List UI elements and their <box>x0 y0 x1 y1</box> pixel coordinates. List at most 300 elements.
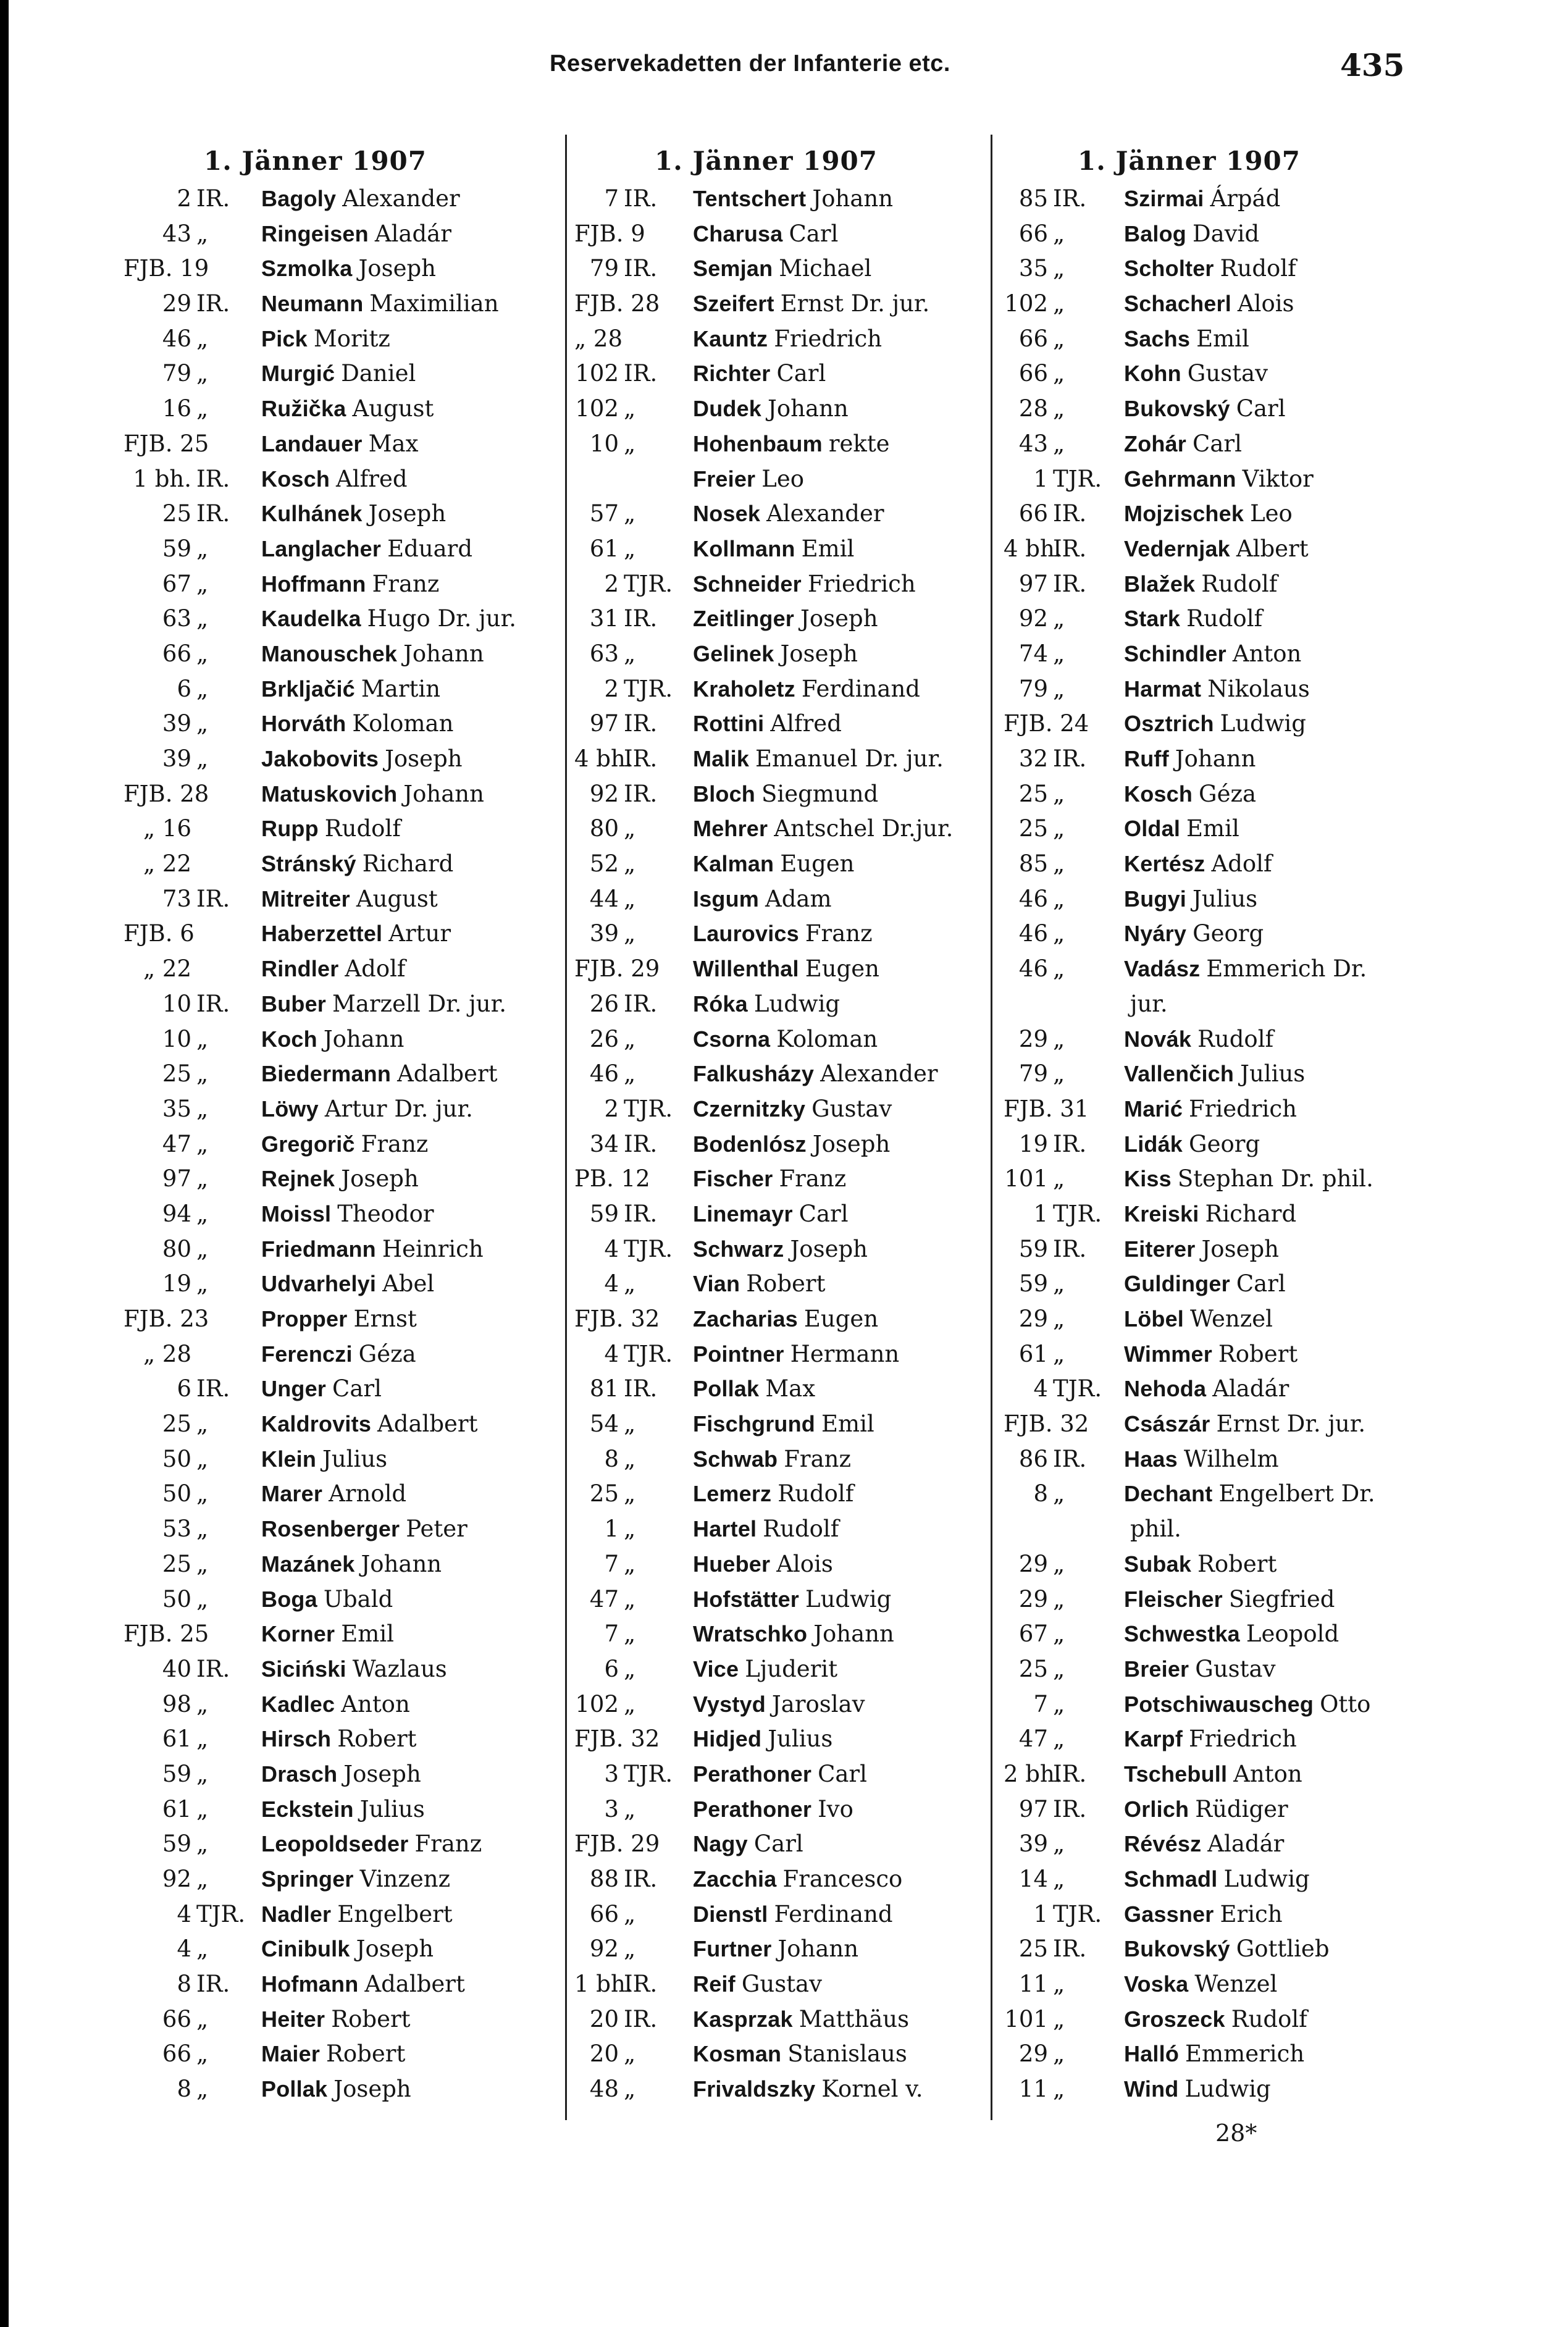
surname: Ferenczi <box>261 1341 353 1367</box>
roster-entry <box>124 742 556 777</box>
unit-type: TJR. <box>624 1095 673 1122</box>
given-name: Joseph <box>385 745 463 772</box>
surname: Boga <box>261 1586 317 1612</box>
unit-type: „ <box>1053 1655 1065 1682</box>
unit-type: „ <box>1053 2040 1065 2068</box>
given-name: Joseph <box>343 1760 421 1787</box>
given-name: Heinrich <box>382 1235 484 1262</box>
surname: Bagoly <box>261 186 337 211</box>
surname: Leopoldseder <box>261 1831 409 1857</box>
roster-list <box>574 182 988 2107</box>
regiment-number: 61 <box>589 535 619 562</box>
given-name: Ludwig <box>1184 2076 1271 2103</box>
regiment-number: 102 <box>575 360 619 387</box>
regiment-number: 29 <box>162 290 191 317</box>
surname: Zeitlinger <box>693 606 795 632</box>
unit-type: IR. <box>196 1971 230 1998</box>
scan-border <box>0 0 9 2327</box>
unit-type: „ <box>624 815 636 842</box>
unit-type: „ <box>196 710 209 737</box>
given-name: Jaroslav <box>771 1690 865 1717</box>
unit-type: „ <box>1053 1971 1065 1998</box>
given-name: Wazlaus <box>352 1655 447 1682</box>
surname: Unger <box>261 1376 327 1402</box>
roster-entry <box>1004 567 1436 602</box>
surname: Kaldrovits <box>261 1411 372 1437</box>
roster-entry <box>124 1197 556 1232</box>
roster-entry <box>124 987 556 1022</box>
surname: Schwestka <box>1124 1621 1240 1647</box>
roster-entry <box>1004 602 1436 637</box>
given-name: Alois <box>776 1550 833 1577</box>
unit-type: „ <box>624 1270 636 1298</box>
regiment-number: 92 <box>589 780 619 807</box>
surname: Ruff <box>1124 746 1169 771</box>
given-name: Johann <box>403 640 484 667</box>
regiment-number: 25 <box>162 1411 191 1438</box>
regiment-number: 80 <box>589 815 619 842</box>
roster-list <box>1004 182 1436 2107</box>
unit-type: TJR. <box>624 1235 673 1262</box>
roster-entry <box>124 916 556 952</box>
unit-type: TJR. <box>624 1340 673 1367</box>
regiment-number: 97 <box>1018 570 1048 597</box>
regiment-number: „ 22 <box>143 850 191 878</box>
roster-entry <box>124 1372 556 1407</box>
surname: Mitreiter <box>261 886 350 912</box>
regiment-number: 2 <box>177 185 191 212</box>
unit-type: IR. <box>196 885 230 912</box>
given-name: Marzell Dr. jur. <box>332 990 506 1017</box>
regiment-number: 39 <box>589 920 619 947</box>
unit-type: TJR. <box>624 1760 673 1787</box>
surname: Jakobovits <box>261 746 379 771</box>
unit-type: „ <box>196 1480 209 1507</box>
given-name: Alexander <box>766 500 884 527</box>
given-name: Theodor <box>337 1200 434 1227</box>
roster-entry <box>574 251 988 287</box>
unit-type: „ <box>196 1760 209 1787</box>
given-name: Johann <box>403 780 484 807</box>
surname: Wind <box>1124 2076 1179 2102</box>
unit-type: IR. <box>196 465 230 492</box>
roster-entry <box>1004 811 1436 847</box>
surname: Fischer <box>693 1166 773 1192</box>
regiment-number: 85 <box>1018 185 1048 212</box>
given-name: Engelbert <box>337 1900 453 1927</box>
regiment-number: 43 <box>162 220 191 247</box>
surname: Oldal <box>1124 816 1181 842</box>
unit-type: IR. <box>1053 1795 1087 1822</box>
given-name: Koloman <box>352 710 454 737</box>
unit-type: IR. <box>624 1971 658 1998</box>
given-name: Viktor <box>1242 465 1314 492</box>
given-name: Franz <box>361 1130 429 1157</box>
surname: Ružička <box>261 396 346 422</box>
unit-type: „ <box>196 360 209 387</box>
roster-entry <box>1004 1862 1436 1897</box>
surname: Bugyi <box>1124 886 1187 912</box>
surname: Maier <box>261 2041 321 2067</box>
unit-type: IR. <box>624 990 658 1017</box>
given-name: Maximilian <box>369 290 499 317</box>
unit-type: IR. <box>624 710 658 737</box>
given-name: Carl <box>1236 1270 1286 1298</box>
roster-entry <box>1004 847 1436 882</box>
surname: Schacherl <box>1124 291 1231 317</box>
roster-entry <box>574 392 988 427</box>
surname: Willenthal <box>693 956 799 982</box>
roster-entry <box>574 987 988 1022</box>
surname: Reif <box>693 1971 736 1997</box>
roster-entry <box>124 1897 556 1932</box>
surname: Horváth <box>261 711 346 737</box>
surname: Schneider <box>693 571 802 597</box>
surname: Wratschko <box>693 1621 808 1647</box>
roster-entry <box>124 1582 556 1617</box>
roster-entry <box>1004 1232 1436 1267</box>
roster-entry <box>124 2002 556 2037</box>
surname: Tentschert <box>693 186 807 211</box>
roster-entry <box>124 1232 556 1267</box>
unit-type: „ <box>1053 815 1065 842</box>
surname: Hirsch <box>261 1726 332 1752</box>
given-name: Artur <box>388 920 451 947</box>
roster-entry <box>1004 952 1436 987</box>
given-name: Siegmund <box>761 780 879 807</box>
roster-entry <box>574 427 988 462</box>
regiment-number: 11 <box>1018 2076 1048 2103</box>
unit-type: „ <box>196 395 209 422</box>
given-name: Stephan Dr. phil. <box>1177 1165 1373 1193</box>
unit-type: IR. <box>624 360 658 387</box>
surname: Semjan <box>693 256 773 282</box>
roster-entry <box>574 182 988 217</box>
unit-type: „ <box>196 1200 209 1227</box>
unit-type: IR. <box>624 185 658 212</box>
regiment-number: 66 <box>162 2005 191 2032</box>
given-name: Joseph <box>800 605 878 632</box>
unit-type: „ <box>196 1550 209 1577</box>
roster-entry <box>574 882 988 917</box>
unit-type: IR. <box>196 290 230 317</box>
regiment-number: 4 bh. <box>574 745 633 772</box>
given-name: Ludwig <box>753 990 841 1017</box>
surname: Pick <box>261 325 308 351</box>
given-name: Wilhelm <box>1183 1445 1279 1472</box>
regiment-number: 61 <box>162 1795 191 1822</box>
roster-entry <box>574 1512 988 1547</box>
roster-entry <box>574 952 988 987</box>
regiment-number: 66 <box>162 2040 191 2068</box>
given-name: Rudolf <box>1201 570 1278 597</box>
given-name: Wenzel <box>1194 1971 1278 1998</box>
given-name: Joseph <box>790 1235 868 1262</box>
regiment-number: 47 <box>1018 1725 1048 1753</box>
surname: Korner <box>261 1621 335 1647</box>
surname: Kertész <box>1124 851 1205 877</box>
roster-entry <box>574 497 988 532</box>
surname: Perathoner <box>693 1761 812 1787</box>
surname: Hidjed <box>693 1726 762 1752</box>
surname: Schwab <box>693 1446 778 1472</box>
unit-type: „ <box>624 1795 636 1822</box>
surname: Gassner <box>1124 1901 1214 1927</box>
surname: Groszeck <box>1124 2006 1225 2032</box>
roster-entry <box>1004 672 1436 707</box>
unit-type: IR. <box>1053 1935 1087 1963</box>
unit-type: „ <box>624 1655 636 1682</box>
unit-type: „ <box>1053 1550 1065 1577</box>
roster-entry <box>1004 1022 1436 1057</box>
roster-entry <box>124 2072 556 2107</box>
roster-entry <box>124 1932 556 1967</box>
surname: Richter <box>693 361 771 387</box>
surname: Osztrich <box>1124 711 1214 737</box>
surname: Hofmann <box>261 1971 359 1997</box>
regiment-number: 28 <box>1018 395 1048 422</box>
given-name: Emmerich Dr. <box>1206 955 1367 983</box>
regiment-number: 1 bh. <box>574 1971 633 1998</box>
unit-type: „ <box>1053 1866 1065 1892</box>
roster-entry <box>574 322 988 357</box>
regiment-number: 4 <box>1033 1375 1048 1402</box>
unit-type: „ <box>196 1935 209 1963</box>
roster-entry <box>1004 1092 1436 1127</box>
given-name: Julius <box>359 1795 425 1822</box>
surname: Pointner <box>693 1341 784 1367</box>
surname: Malik <box>693 746 750 771</box>
roster-entry <box>574 777 988 812</box>
unit-type: „ <box>624 1480 636 1507</box>
surname: Breier <box>1124 1656 1189 1682</box>
roster-entry <box>1004 322 1436 357</box>
regiment-number: FJB. 24 <box>1004 710 1089 737</box>
unit-type: „ <box>196 535 209 562</box>
surname: Drasch <box>261 1761 338 1787</box>
unit-type: „ <box>1053 955 1065 983</box>
roster-entry <box>574 1302 988 1337</box>
given-name: Erich <box>1220 1900 1283 1927</box>
roster-entry <box>124 1267 556 1302</box>
surname: Hoffmann <box>261 571 366 597</box>
roster-entry <box>124 1302 556 1337</box>
regiment-number: 40 <box>162 1655 191 1682</box>
roster-entry <box>1004 1652 1436 1687</box>
roster-entry <box>574 1652 988 1687</box>
surname: Bukovský <box>1124 1936 1230 1962</box>
surname: Brkljačić <box>261 676 355 702</box>
regiment-number: 7 <box>604 1550 619 1577</box>
roster-entry <box>574 217 988 252</box>
given-name: Wenzel <box>1190 1306 1273 1332</box>
unit-type: IR. <box>624 1200 658 1227</box>
given-name: Alois <box>1237 290 1294 317</box>
given-name: Joseph <box>780 640 858 667</box>
unit-type: IR. <box>196 185 230 212</box>
unit-type: IR. <box>1053 1130 1087 1157</box>
given-name: Gustav <box>1187 360 1268 387</box>
given-name: Franz <box>779 1165 847 1193</box>
given-name: Eugen <box>803 1306 879 1332</box>
regiment-number: 10 <box>162 990 191 1017</box>
given-name: Leo <box>761 465 805 492</box>
roster-entry <box>1004 742 1436 777</box>
roster-entry <box>124 251 556 287</box>
unit-type: „ <box>196 1690 209 1717</box>
roster-entry <box>1004 1197 1436 1232</box>
unit-type: „ <box>1053 2005 1065 2032</box>
regiment-number: 6 <box>177 675 191 702</box>
surname: Hohenbaum <box>693 430 823 456</box>
roster-entry <box>124 567 556 602</box>
unit-type: „ <box>196 325 209 352</box>
surname: Biedermann <box>261 1061 392 1087</box>
regiment-number: 4 <box>604 1340 619 1367</box>
given-name: Georg <box>1193 920 1264 947</box>
regiment-number: PB. 12 <box>574 1165 650 1193</box>
roster-entry <box>574 706 988 742</box>
given-name: rekte <box>828 430 890 457</box>
regiment-number: 3 <box>604 1795 619 1822</box>
surname: Ringeisen <box>261 220 369 246</box>
roster-entry <box>1004 987 1436 1022</box>
given-name: Gustav <box>741 1971 823 1998</box>
regiment-number: 97 <box>589 710 619 737</box>
roster-entry <box>1004 1687 1436 1722</box>
unit-type: IR. <box>624 605 658 632</box>
column-heading: 1. Jänner 1907 <box>655 146 878 176</box>
surname: Kalman <box>693 851 774 877</box>
regiment-number: 6 <box>604 1655 619 1682</box>
unit-type: „ <box>624 640 636 667</box>
given-name: Joseph <box>341 1165 419 1193</box>
given-name: Franz <box>414 1830 482 1858</box>
surname: Gelinek <box>693 640 774 666</box>
surname: Siciński <box>261 1656 346 1682</box>
regiment-number: 29 <box>1018 2040 1048 2068</box>
given-name: Carl <box>799 1200 849 1227</box>
regiment-number: „ 22 <box>143 955 191 983</box>
given-name: Julius <box>322 1445 388 1472</box>
regiment-number: FJB. 29 <box>574 1830 660 1858</box>
surname: Fleischer <box>1124 1586 1223 1612</box>
regiment-number: „ 28 <box>574 325 623 352</box>
surname: Kasprzak <box>693 2006 793 2032</box>
column-3 <box>1004 141 1436 2107</box>
surname: Murgić <box>261 361 335 387</box>
given-name: Eduard <box>387 535 473 562</box>
regiment-number: 50 <box>162 1445 191 1472</box>
roster-entry <box>1004 392 1436 427</box>
roster-entry <box>124 1022 556 1057</box>
regiment-number: 1 <box>604 1516 619 1543</box>
surname: Vian <box>693 1271 740 1297</box>
surname: Koch <box>261 1026 317 1052</box>
regiment-number: FJB. 32 <box>574 1306 660 1332</box>
given-name: Emil <box>801 535 855 562</box>
roster-entry <box>1004 1932 1436 1967</box>
regiment-number: 31 <box>589 605 619 632</box>
roster-entry <box>574 2072 988 2107</box>
regiment-number: 79 <box>1018 1060 1048 1088</box>
regiment-number: 39 <box>1018 1830 1048 1858</box>
roster-entry <box>574 1407 988 1442</box>
surname: Frivaldszky <box>693 2076 816 2102</box>
unit-type: „ <box>1053 1306 1065 1332</box>
roster-entry <box>574 287 988 322</box>
unit-type: „ <box>1053 1480 1065 1507</box>
unit-type: „ <box>624 1445 636 1472</box>
surname: Balog <box>1124 220 1187 246</box>
unit-type: IR. <box>624 1375 658 1402</box>
unit-type: TJR. <box>1053 465 1102 492</box>
given-name: Aladár <box>374 220 451 247</box>
surname: Nagy <box>693 1831 748 1857</box>
given-name: Ludwig <box>1223 1866 1310 1892</box>
given-name: Johann <box>323 1025 405 1052</box>
regiment-number: 16 <box>162 395 191 422</box>
regiment-number: 61 <box>1018 1340 1048 1367</box>
unit-type: „ <box>1053 1060 1065 1088</box>
unit-type: „ <box>624 500 636 527</box>
regiment-number: 67 <box>162 570 191 597</box>
surname: Nyáry <box>1124 921 1187 947</box>
surname: Dechant <box>1124 1481 1213 1507</box>
surname: Potschiwauscheg <box>1124 1691 1314 1717</box>
given-name: Gustav <box>1195 1655 1276 1682</box>
unit-type: „ <box>1053 290 1065 317</box>
regiment-number: 59 <box>1018 1270 1048 1298</box>
roster-entry <box>1004 1722 1436 1757</box>
roster-entry <box>124 1477 556 1512</box>
regiment-number: 1 <box>1033 465 1048 492</box>
given-name: Franz <box>784 1445 851 1472</box>
given-name: Adam <box>765 885 832 912</box>
regiment-number: 46 <box>1018 955 1048 983</box>
surname: Furtner <box>693 1936 772 1962</box>
roster-entry <box>1004 1372 1436 1407</box>
roster-entry <box>124 182 556 217</box>
regiment-number: 35 <box>1018 255 1048 282</box>
surname: Schmadl <box>1124 1866 1218 1892</box>
regiment-number: 79 <box>589 255 619 282</box>
given-name: Alexander <box>342 185 460 212</box>
unit-type: TJR. <box>1053 1375 1102 1402</box>
surname: Császár <box>1124 1411 1210 1437</box>
unit-type: IR. <box>1053 1760 1087 1787</box>
given-name: Eugen <box>805 955 879 983</box>
regiment-number: 1 <box>1033 1900 1048 1927</box>
page-number: 435 <box>1340 47 1405 83</box>
given-name: Alfred <box>770 710 842 737</box>
surname: Kaudelka <box>261 606 361 632</box>
given-name: Carl <box>1193 430 1242 457</box>
surname: Orlich <box>1124 1796 1189 1822</box>
regiment-number: 73 <box>162 885 191 912</box>
unit-type: „ <box>1053 1340 1065 1367</box>
roster-entry <box>574 1967 988 2002</box>
unit-type: „ <box>196 745 209 772</box>
regiment-number: 61 <box>162 1725 191 1753</box>
roster-entry <box>124 1967 556 2002</box>
roster-entry <box>574 1757 988 1792</box>
roster-entry <box>574 462 988 497</box>
regiment-number: 8 <box>177 1971 191 1998</box>
regiment-number: 25 <box>162 1550 191 1577</box>
regiment-number: 46 <box>1018 920 1048 947</box>
unit-type: IR. <box>624 745 658 772</box>
